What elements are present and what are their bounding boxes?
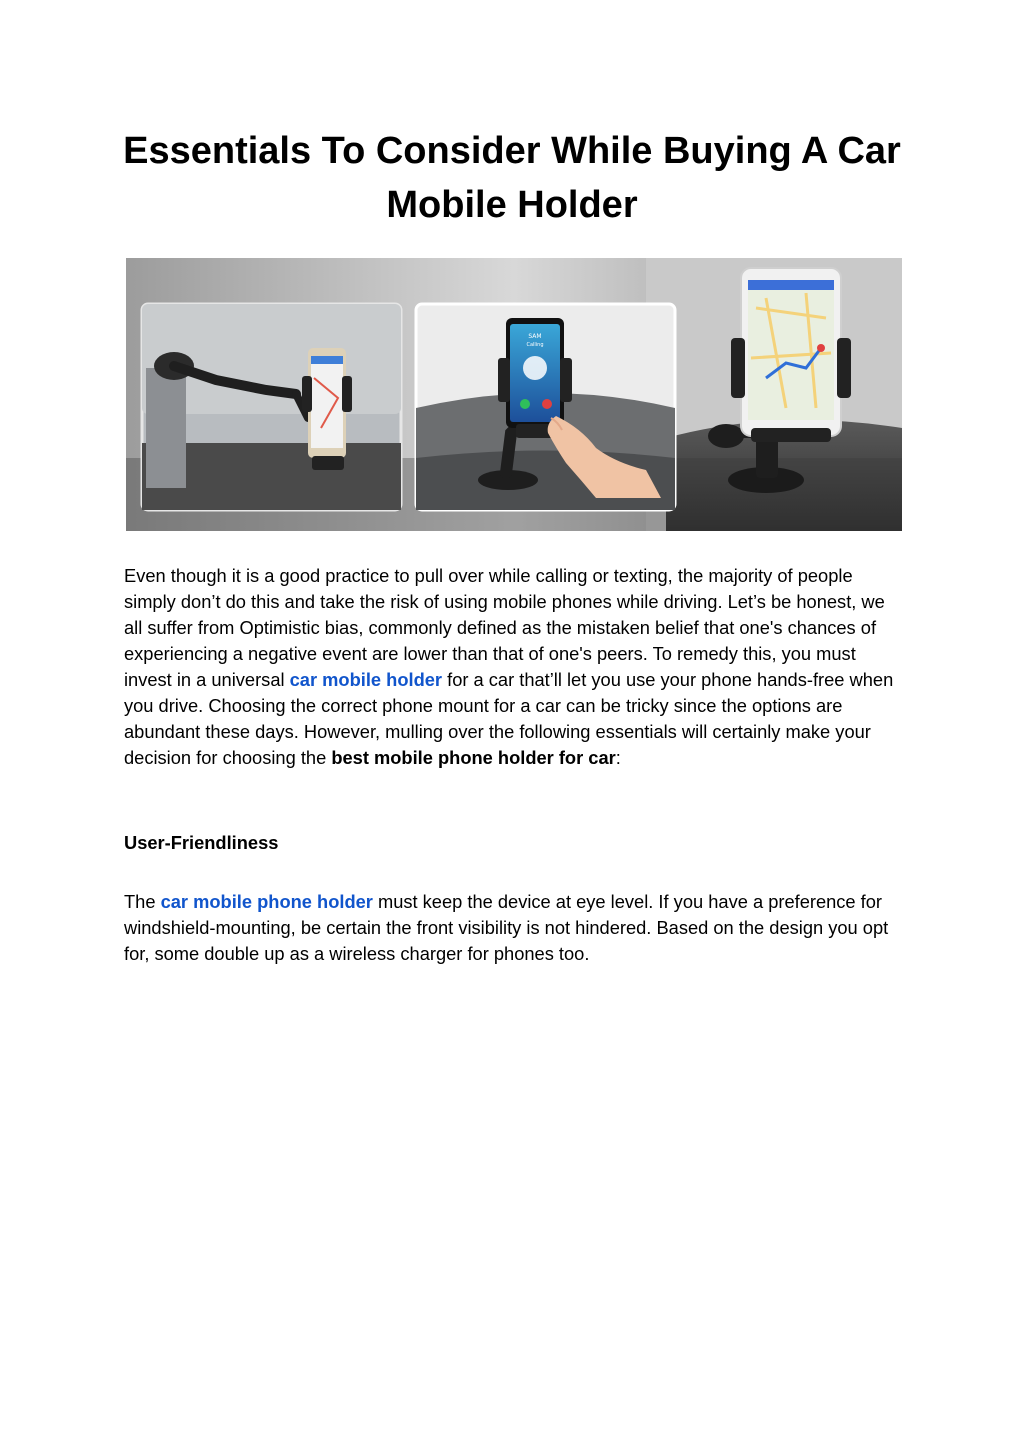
hero-panel-middle (416, 304, 675, 510)
intro-text-c: : (615, 747, 621, 768)
intro-paragraph (124, 563, 904, 771)
user-friendliness-paragraph (124, 889, 904, 967)
section-heading-user-friendliness: User-Friendliness (124, 832, 279, 853)
page-title: Essentials To Consider While Buying A Car Mobile Holder (123, 130, 901, 226)
uf-text-a: The (124, 891, 161, 912)
uf-text-b: must keep the device at eye level. If you have a preference for windshield-mounting, be certain the front visibility is not hindered. Based on the design you opt for, some double up as a wireless charger for phones too. (124, 891, 889, 964)
intro-text-b: for a car that’ll let you use your phone hands-free when you drive. Choosing the correct phone mount for a car can be tricky since the options are abundant these days. However, mulling over the following essentials will certainly make your decision for choosing the (124, 669, 894, 768)
svg-text:Calling: Calling (526, 342, 544, 348)
intro-text-a: Even though it is a good practice to pull over while calling or texting, the majority of people simply don’t do this and take the risk of using mobile phones while driving. Let’s be honest, we all suffer from Optimistic bias, commonly defined as the mistaken belief that one's chances of experiencing a negative event are lower than that of one's peers. To remedy this, you must invest in a universal (124, 565, 885, 690)
hero-image (126, 258, 902, 531)
car-mobile-holder-link[interactable]: car mobile holder (289, 669, 443, 690)
car-mobile-phone-holder-link[interactable]: car mobile phone holder (160, 891, 373, 912)
hero-panel-left (142, 304, 401, 510)
intro-bold-text: best mobile phone holder for car (331, 747, 616, 768)
phone-caller-text: SAM (528, 333, 542, 340)
